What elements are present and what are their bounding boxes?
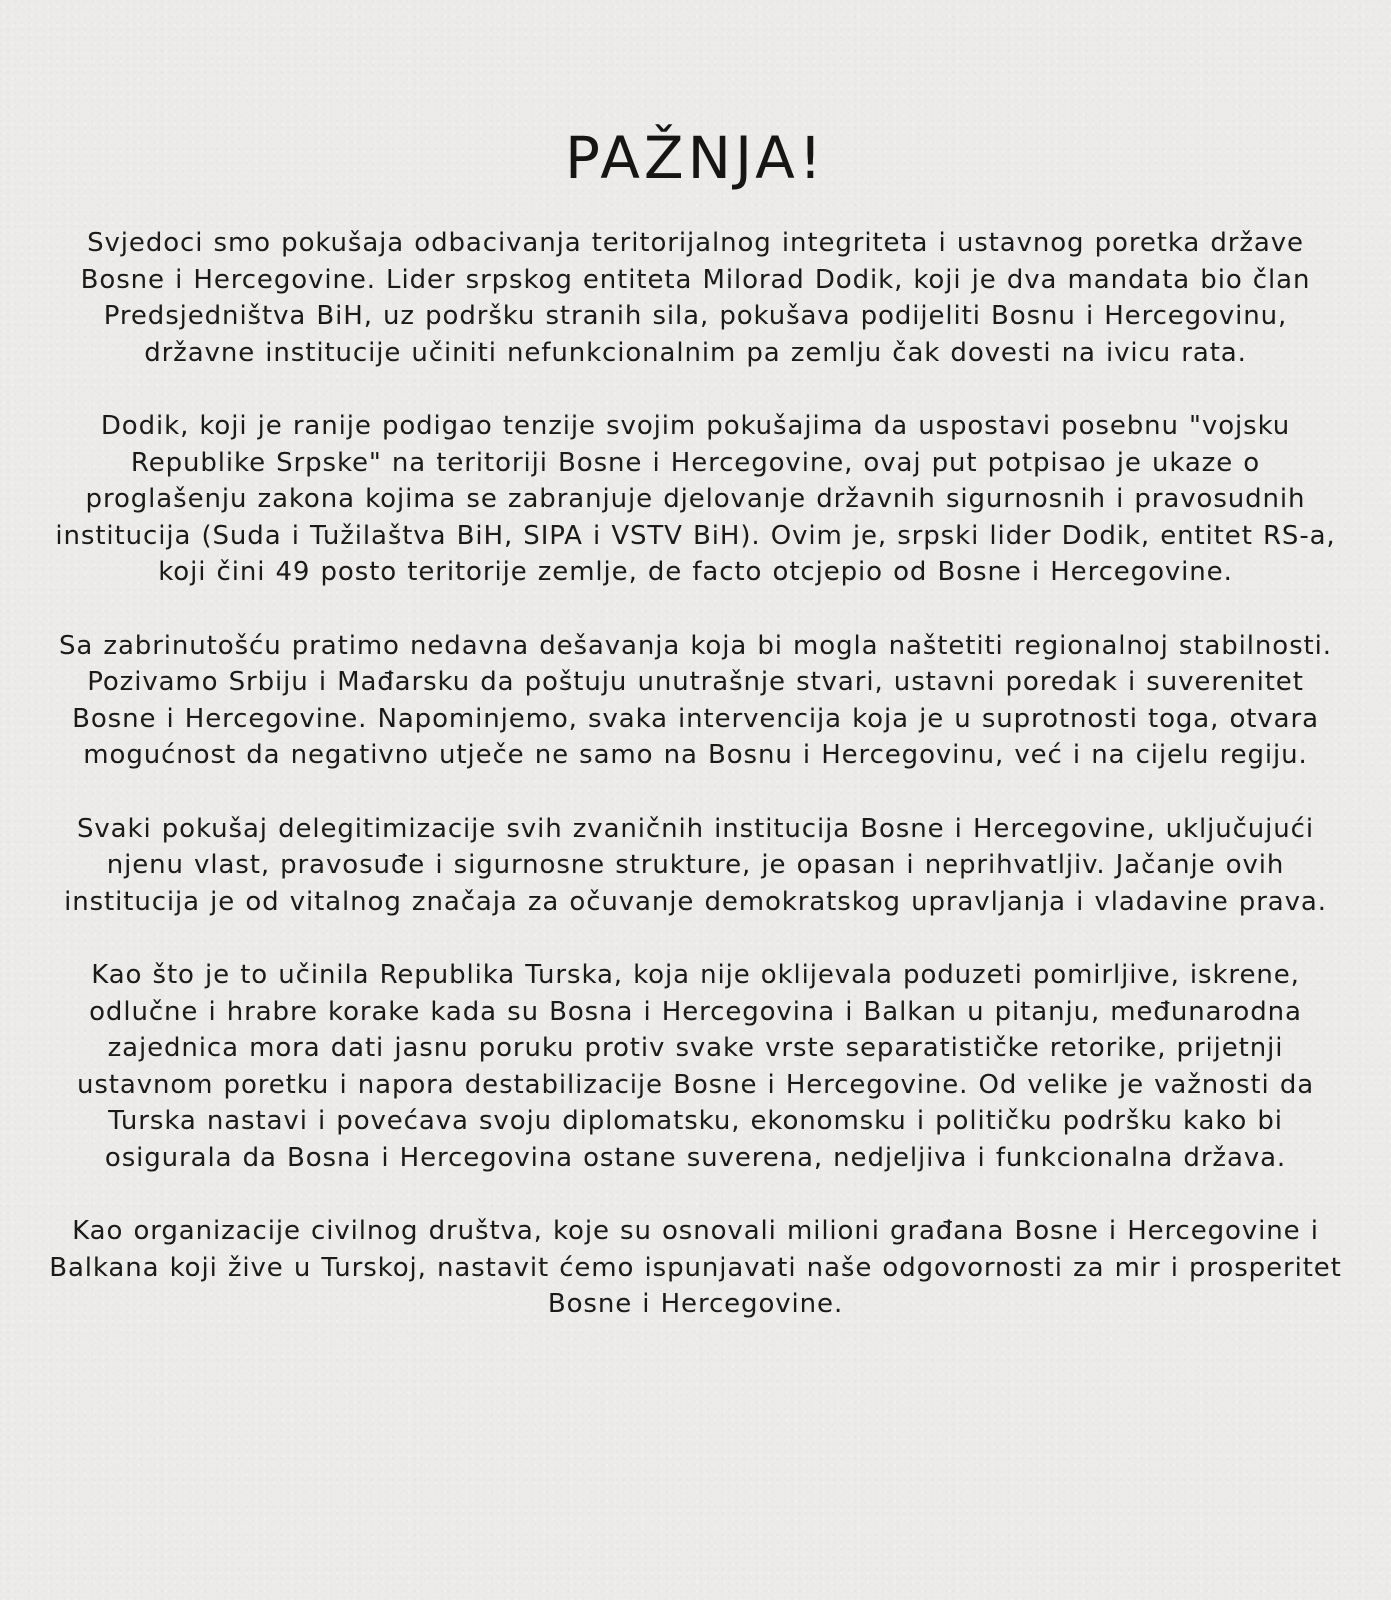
paragraph-6: Kao organizacije civilnog društva, koje su osnovali milioni građana Bosne i Hercegovine i Balkana koji žive u Turskoj, nastavit ćemo ispunjavati naše odgovornosti za mir i prosperitet Bosne i Hercegovine. [49, 1216, 1342, 1319]
paragraph-1: Svjedoci smo pokušaja odbacivanja teritorijalnog integriteta i ustavnog poretka države Bosne i Hercegovine. Lider srpskog entiteta Milorad Dodik, koji je dva mandata bio član Predsjedništva BiH, uz podršku stranih sila, pokušava podijeliti Bosnu i Hercegovinu, državne institucije učiniti nefunkcionalnim pa zemlju čak dovesti na ivicu rata. [80, 228, 1311, 368]
paragraph-4: Svaki pokušaj delegitimizacije svih zvaničnih institucija Bosne i Hercegovine, uključujući njenu vlast, pravosuđe i sigurnosne strukture, je opasan i neprihvatljiv. Jačanje ovih institucija je od vitalnog značaja za očuvanje demokratskog upravljanja i vladavine prava. [64, 813, 1327, 917]
paragraph-3: Sa zabrinutošću pratimo nedavna dešavanja koja bi mogla naštetiti regionalnoj stabilnosti. Pozivamo Srbiju i Mađarsku da poštuju unutrašnje stvari, ustavni poredak i suverenitet Bosne i Hercegovine. Napominjemo, svaka intervencija koja je u suprotnosti toga, otvara mogućnost da negativno utječe ne samo na Bosnu i Hercegovinu, već i na cijelu regiju. [59, 630, 1332, 770]
paragraph-2: Dodik, koji je ranije podigao tenzije svojim pokušajima da uspostavi posebnu "vojsku Republike Srpske" na teritoriji Bosne i Hercegovine, ovaj put potpisao je ukaze o proglašenju zakona kojima se zabranjuje djelovanje državnih sigurnosnih i pravosudnih institucija (Suda i Tužilaštva BiH, SIPA i VSTV BiH). Ovim je, srpski lider Dodik, entitet RS-a, koji čini 49 posto teritorije zemlje, de facto otcjepio od Bosne i Hercegovine. [55, 411, 1336, 587]
paragraph-5: Kao što je to učinila Republika Turska, koja nije oklijevala poduzeti pomirljive, iskrene, odlučne i hrabre korake kada su Bosna i Hercegovina i Balkan u pitanju, međunarodna zajednica mora dati jasnu poruku protiv svake vrste separatističke retorike, prijetnji ustavnom poretku i napora destabilizacije Bosne i Hercegovine. Od velike je važnosti da Turska nastavi i povećava svoju diplomatsku, ekonomsku i političku podršku kako bi osigurala da Bosna i Hercegovina ostane suverena, nedjeljiva i funkcionalna država. [76, 960, 1315, 1173]
statement-body [46, 225, 1346, 1323]
page-title: PAŽNJA! [564, 124, 827, 192]
